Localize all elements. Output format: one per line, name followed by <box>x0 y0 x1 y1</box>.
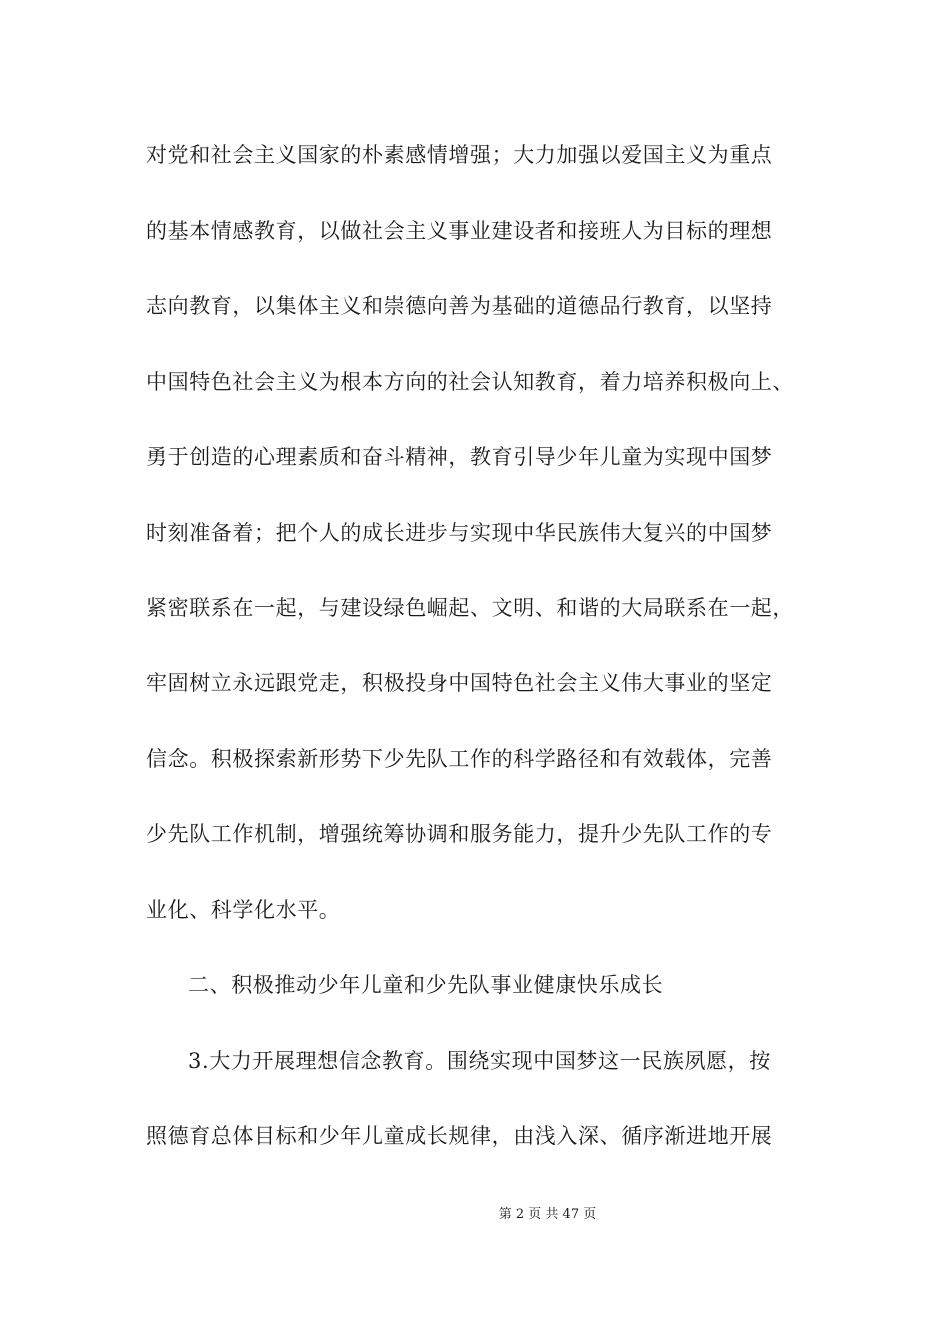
body-text-line: 少先队工作机制，增强统筹协调和服务能力，提升少先队工作的专 <box>146 822 773 846</box>
section-heading: 二、积极推动少年儿童和少先队事业健康快乐成长 <box>188 973 664 997</box>
body-text-line: 中国特色社会主义为根本方向的社会认知教育，着力培养积极向上、 <box>146 370 794 394</box>
page-number-footer: 第 2 页 共 47 页 <box>498 1207 597 1222</box>
body-text-line: 志向教育，以集体主义和崇德向善为基础的道德品行教育，以坚持 <box>146 294 773 318</box>
body-text-line: 信念。积极探索新形势下少先队工作的科学路径和有效载体，完善 <box>146 747 773 771</box>
body-text-line: 的基本情感教育，以做社会主义事业建设者和接班人为目标的理想 <box>146 219 773 243</box>
body-text-line: 时刻准备着；把个人的成长进步与实现中华民族伟大复兴的中国梦 <box>146 521 773 545</box>
body-text-line: 紧密联系在一起，与建设绿色崛起、文明、和谐的大局联系在一起， <box>146 596 794 620</box>
body-text-line: 牢固树立永远跟党走，积极投身中国特色社会主义伟大事业的坚定 <box>146 671 773 695</box>
body-text-line: 勇于创造的心理素质和奋斗精神，教育引导少年儿童为实现中国梦 <box>146 445 773 469</box>
body-text-line: 照德育总体目标和少年儿童成长规律，由浅入深、循序渐进地开展 <box>146 1124 773 1148</box>
body-text-line: 业化、科学化水平。 <box>146 898 341 922</box>
body-text-line: 3.大力开展理想信念教育。围绕实现中国梦这一民族夙愿，按 <box>188 1049 771 1073</box>
body-text-line: 对党和社会主义国家的朴素感情增强；大力加强以爱国主义为重点 <box>146 143 773 167</box>
